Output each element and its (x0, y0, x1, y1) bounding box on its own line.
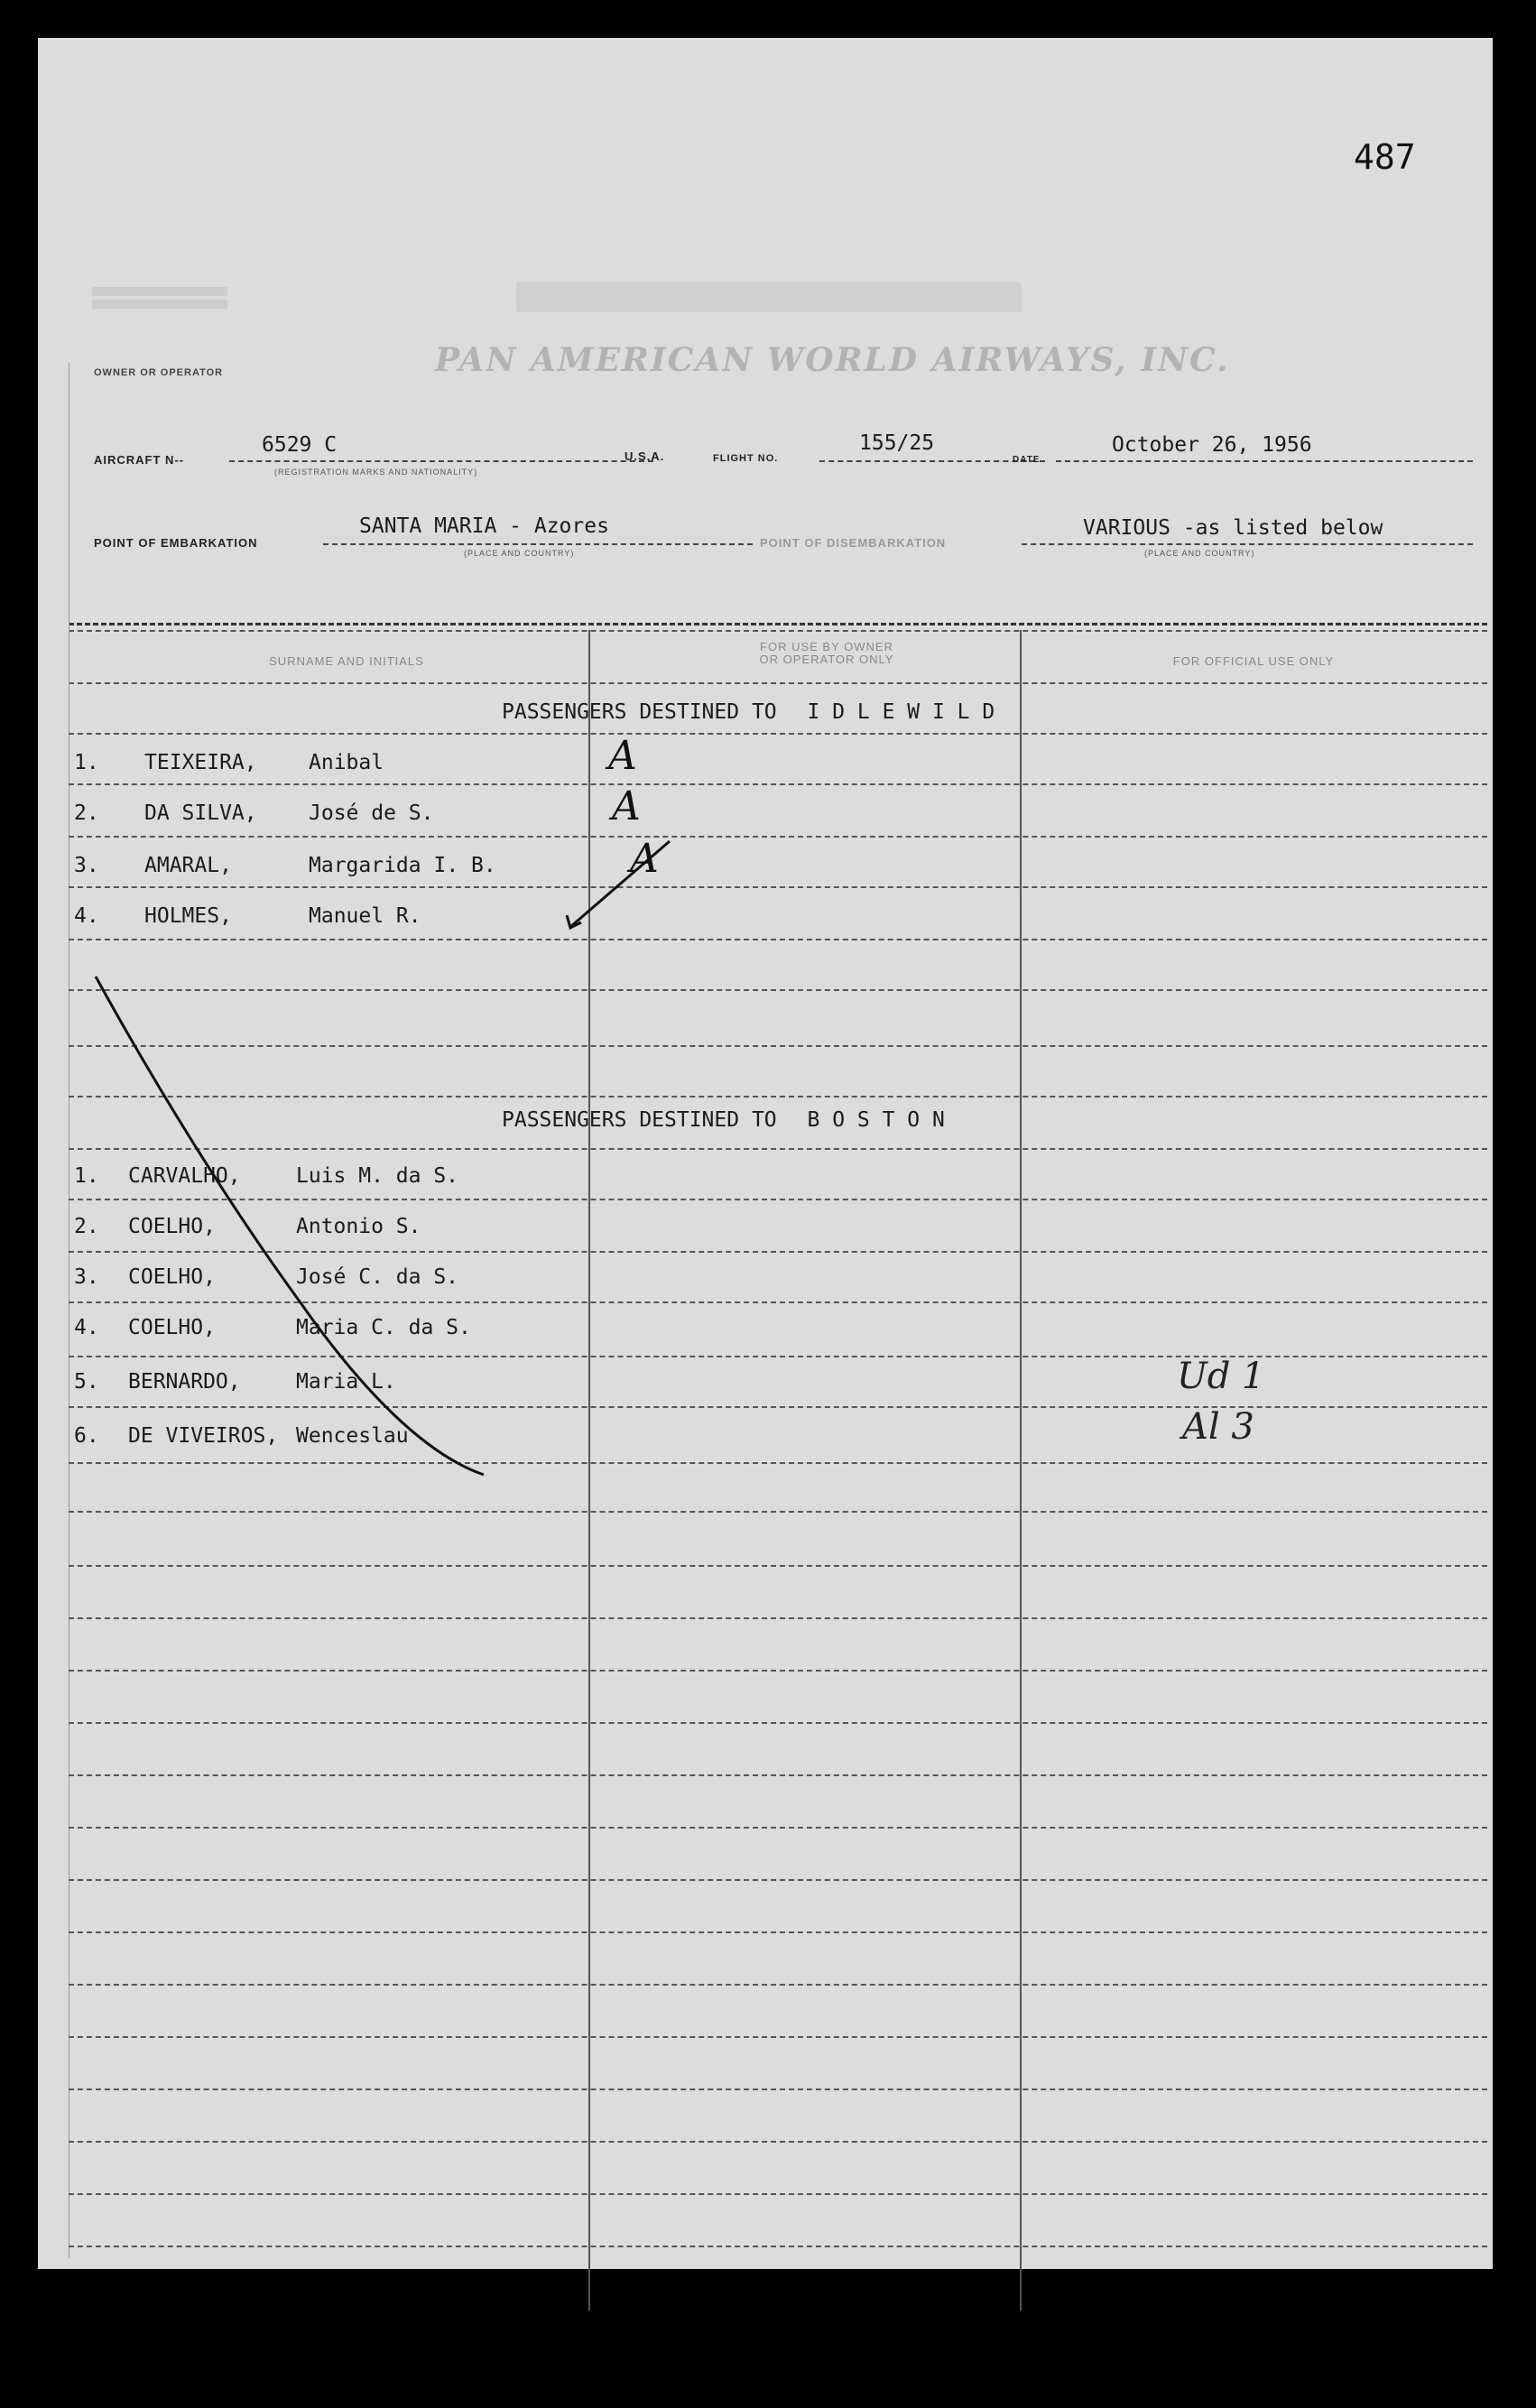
passenger-given-name: Maria L. (296, 1370, 396, 1394)
passenger-number: 1. (74, 751, 99, 774)
checkmark-stroke (570, 841, 670, 927)
passenger-number: 5. (74, 1370, 99, 1394)
aircraft-sublabel: (REGISTRATION MARKS AND NATIONALITY) (274, 468, 478, 477)
passenger-given-name: José C. da S. (296, 1265, 459, 1289)
flight-label: FLIGHT NO. (713, 453, 779, 464)
passenger-surname: COELHO, (128, 1316, 216, 1339)
flight-value: 155/25 (859, 431, 935, 455)
page-number: 487 (1354, 137, 1416, 177)
date-value: October 26, 1956 (1112, 433, 1312, 457)
column-header-name: SURNAME AND INITIALS (269, 654, 424, 668)
section-heading-prefix: PASSENGERS DESTINED TO (502, 1108, 777, 1132)
passenger-surname: COELHO, (128, 1215, 216, 1238)
passenger-surname: BERNARDO, (128, 1370, 241, 1394)
passenger-number: 4. (74, 904, 99, 928)
passenger-number: 3. (74, 1265, 99, 1289)
section-heading-prefix: PASSENGERS DESTINED TO (502, 700, 777, 724)
disembarkation-sublabel: (PLACE AND COUNTRY) (1144, 549, 1255, 558)
aircraft-country: U.S.A. (625, 449, 665, 463)
passenger-given-name: Manuel R. (309, 904, 421, 928)
disembarkation-label: POINT OF DISEMBARKATION (760, 536, 947, 550)
checkmark-tip (567, 915, 581, 928)
passenger-surname: TEIXEIRA, (144, 751, 257, 774)
passenger-surname: HOLMES, (144, 904, 232, 928)
passenger-given-name: Wenceslau (296, 1424, 409, 1448)
passenger-given-name: Anibal (309, 751, 384, 774)
column-header-owner-use-line1: FOR USE BY OWNER (760, 640, 893, 653)
handwritten-mark-a: A (608, 733, 637, 779)
owner-operator-value: PAN AMERICAN WORLD AIRWAYS, INC. (435, 341, 1230, 379)
aircraft-value: 6529 C (262, 433, 338, 457)
passenger-number: 3. (74, 854, 99, 877)
passenger-number: 6. (74, 1424, 99, 1448)
section-destination: B O S T O N (807, 1108, 945, 1132)
embarkation-label: POINT OF EMBARKATION (94, 536, 258, 550)
handwritten-official-note: Al 3 (1182, 1406, 1254, 1448)
pen-strokes (38, 38, 1493, 2269)
embarkation-sublabel: (PLACE AND COUNTRY) (464, 549, 575, 558)
passenger-number: 1. (74, 1164, 99, 1188)
owner-operator-label: OWNER OR OPERATOR (94, 367, 224, 378)
passenger-given-name: Maria C. da S. (296, 1316, 471, 1339)
handwritten-mark-a: A (612, 783, 641, 829)
embarkation-value: SANTA MARIA - Azores (359, 514, 609, 538)
handwritten-official-note: Ud 1 (1177, 1356, 1265, 1397)
passenger-surname: DE VIVEIROS, (128, 1424, 279, 1448)
passenger-surname: CARVALHO, (128, 1164, 241, 1188)
passenger-given-name: José de S. (309, 801, 434, 825)
passenger-surname: AMARAL, (144, 854, 232, 877)
column-header-owner-use-line2: OR OPERATOR ONLY (759, 653, 894, 666)
date-label: DATE (1013, 455, 1041, 465)
handwritten-mark-a: A (630, 836, 659, 882)
passenger-given-name: Antonio S. (296, 1215, 421, 1238)
section-destination: I D L E W I L D (807, 700, 995, 724)
strike-through-line (96, 977, 484, 1475)
passenger-number: 4. (74, 1316, 99, 1339)
passenger-surname: COELHO, (128, 1265, 216, 1289)
passenger-given-name: Luis M. da S. (296, 1164, 459, 1188)
manifest-page (38, 38, 1493, 2269)
passenger-surname: DA SILVA, (144, 801, 257, 825)
passenger-number: 2. (74, 1215, 99, 1238)
disembarkation-value: VARIOUS -as listed below (1083, 516, 1383, 540)
passenger-number: 2. (74, 801, 99, 825)
passenger-given-name: Margarida I. B. (309, 854, 496, 877)
aircraft-label: AIRCRAFT N-- (94, 453, 185, 467)
column-header-official-use: FOR OFFICIAL USE ONLY (1172, 654, 1335, 668)
